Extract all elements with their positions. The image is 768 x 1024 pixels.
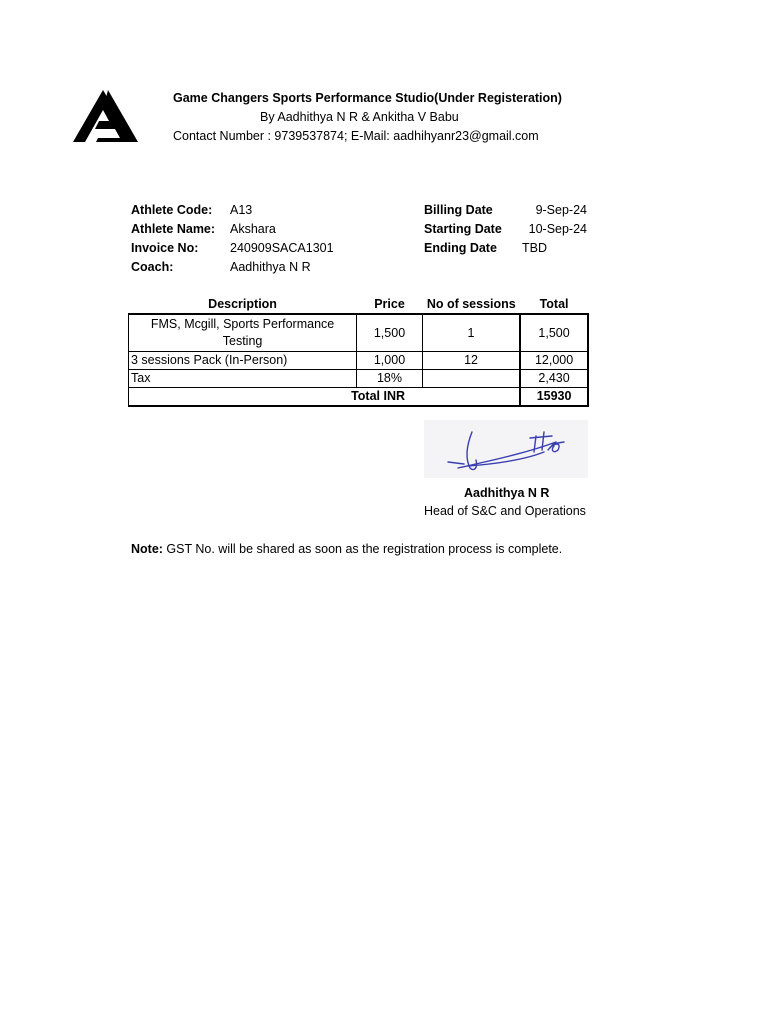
invoice-no-label: Invoice No:: [131, 241, 199, 255]
starting-date-value: 10-Sep-24: [528, 222, 587, 236]
cell-sessions: [422, 370, 520, 388]
athlete-code-label: Athlete Code:: [131, 203, 213, 217]
note-text: GST No. will be shared as soon as the registration process is complete.: [162, 542, 563, 556]
header-total: Total: [539, 296, 569, 311]
total-value: 15930: [520, 388, 588, 407]
ending-date-value: TBD: [522, 241, 547, 255]
coach-value: Aadhithya N R: [230, 260, 311, 274]
contact-line: Contact Number : 9739537874; E-Mail: aadhihyanr23@gmail.com: [173, 129, 539, 143]
ending-date-label: Ending Date: [424, 241, 497, 255]
cell-description: Tax: [129, 370, 357, 388]
header-description: Description: [208, 296, 277, 311]
cell-total: 12,000: [520, 352, 588, 370]
header-price: Price: [374, 296, 405, 311]
signature-image: [424, 420, 588, 478]
athlete-name-label: Athlete Name:: [131, 222, 216, 236]
cell-price: 1,500: [357, 314, 423, 352]
signer-role: Head of S&C and Operations: [424, 504, 586, 518]
studio-logo-icon: [72, 88, 138, 144]
studio-name: Game Changers Sports Performance Studio(Under Registeration): [173, 91, 562, 105]
header-sessions: No of sessions: [426, 296, 516, 311]
billing-date-value: 9-Sep-24: [535, 203, 587, 217]
table-row: [129, 314, 589, 352]
total-label: Total INR: [129, 388, 521, 407]
coach-label: Coach:: [131, 260, 174, 274]
cell-sessions: 12: [422, 352, 520, 370]
cell-description: 3 sessions Pack (In-Person): [129, 352, 357, 370]
table-row: [129, 352, 589, 370]
starting-date-label: Starting Date: [424, 222, 502, 236]
cell-price: 1,000: [357, 352, 423, 370]
cell-description: FMS, Mcgill, Sports Performance Testing: [129, 314, 357, 352]
athlete-name-value: Akshara: [230, 222, 276, 236]
owners-line: By Aadhithya N R & Ankitha V Babu: [260, 110, 459, 124]
signer-name: Aadhithya N R: [464, 486, 550, 500]
note-label: Note:: [131, 542, 163, 556]
billing-date-label: Billing Date: [424, 203, 493, 217]
table-header-row: [129, 295, 589, 314]
cell-total: 1,500: [520, 314, 588, 352]
note: [131, 542, 562, 556]
table-row: [129, 370, 589, 388]
cell-price: 18%: [357, 370, 423, 388]
invoice-table: [128, 295, 589, 407]
cell-total: 2,430: [520, 370, 588, 388]
total-row: [129, 388, 589, 407]
invoice-no-value: 240909SACA1301: [230, 241, 334, 255]
cell-sessions: 1: [422, 314, 520, 352]
athlete-code-value: A13: [230, 203, 253, 217]
